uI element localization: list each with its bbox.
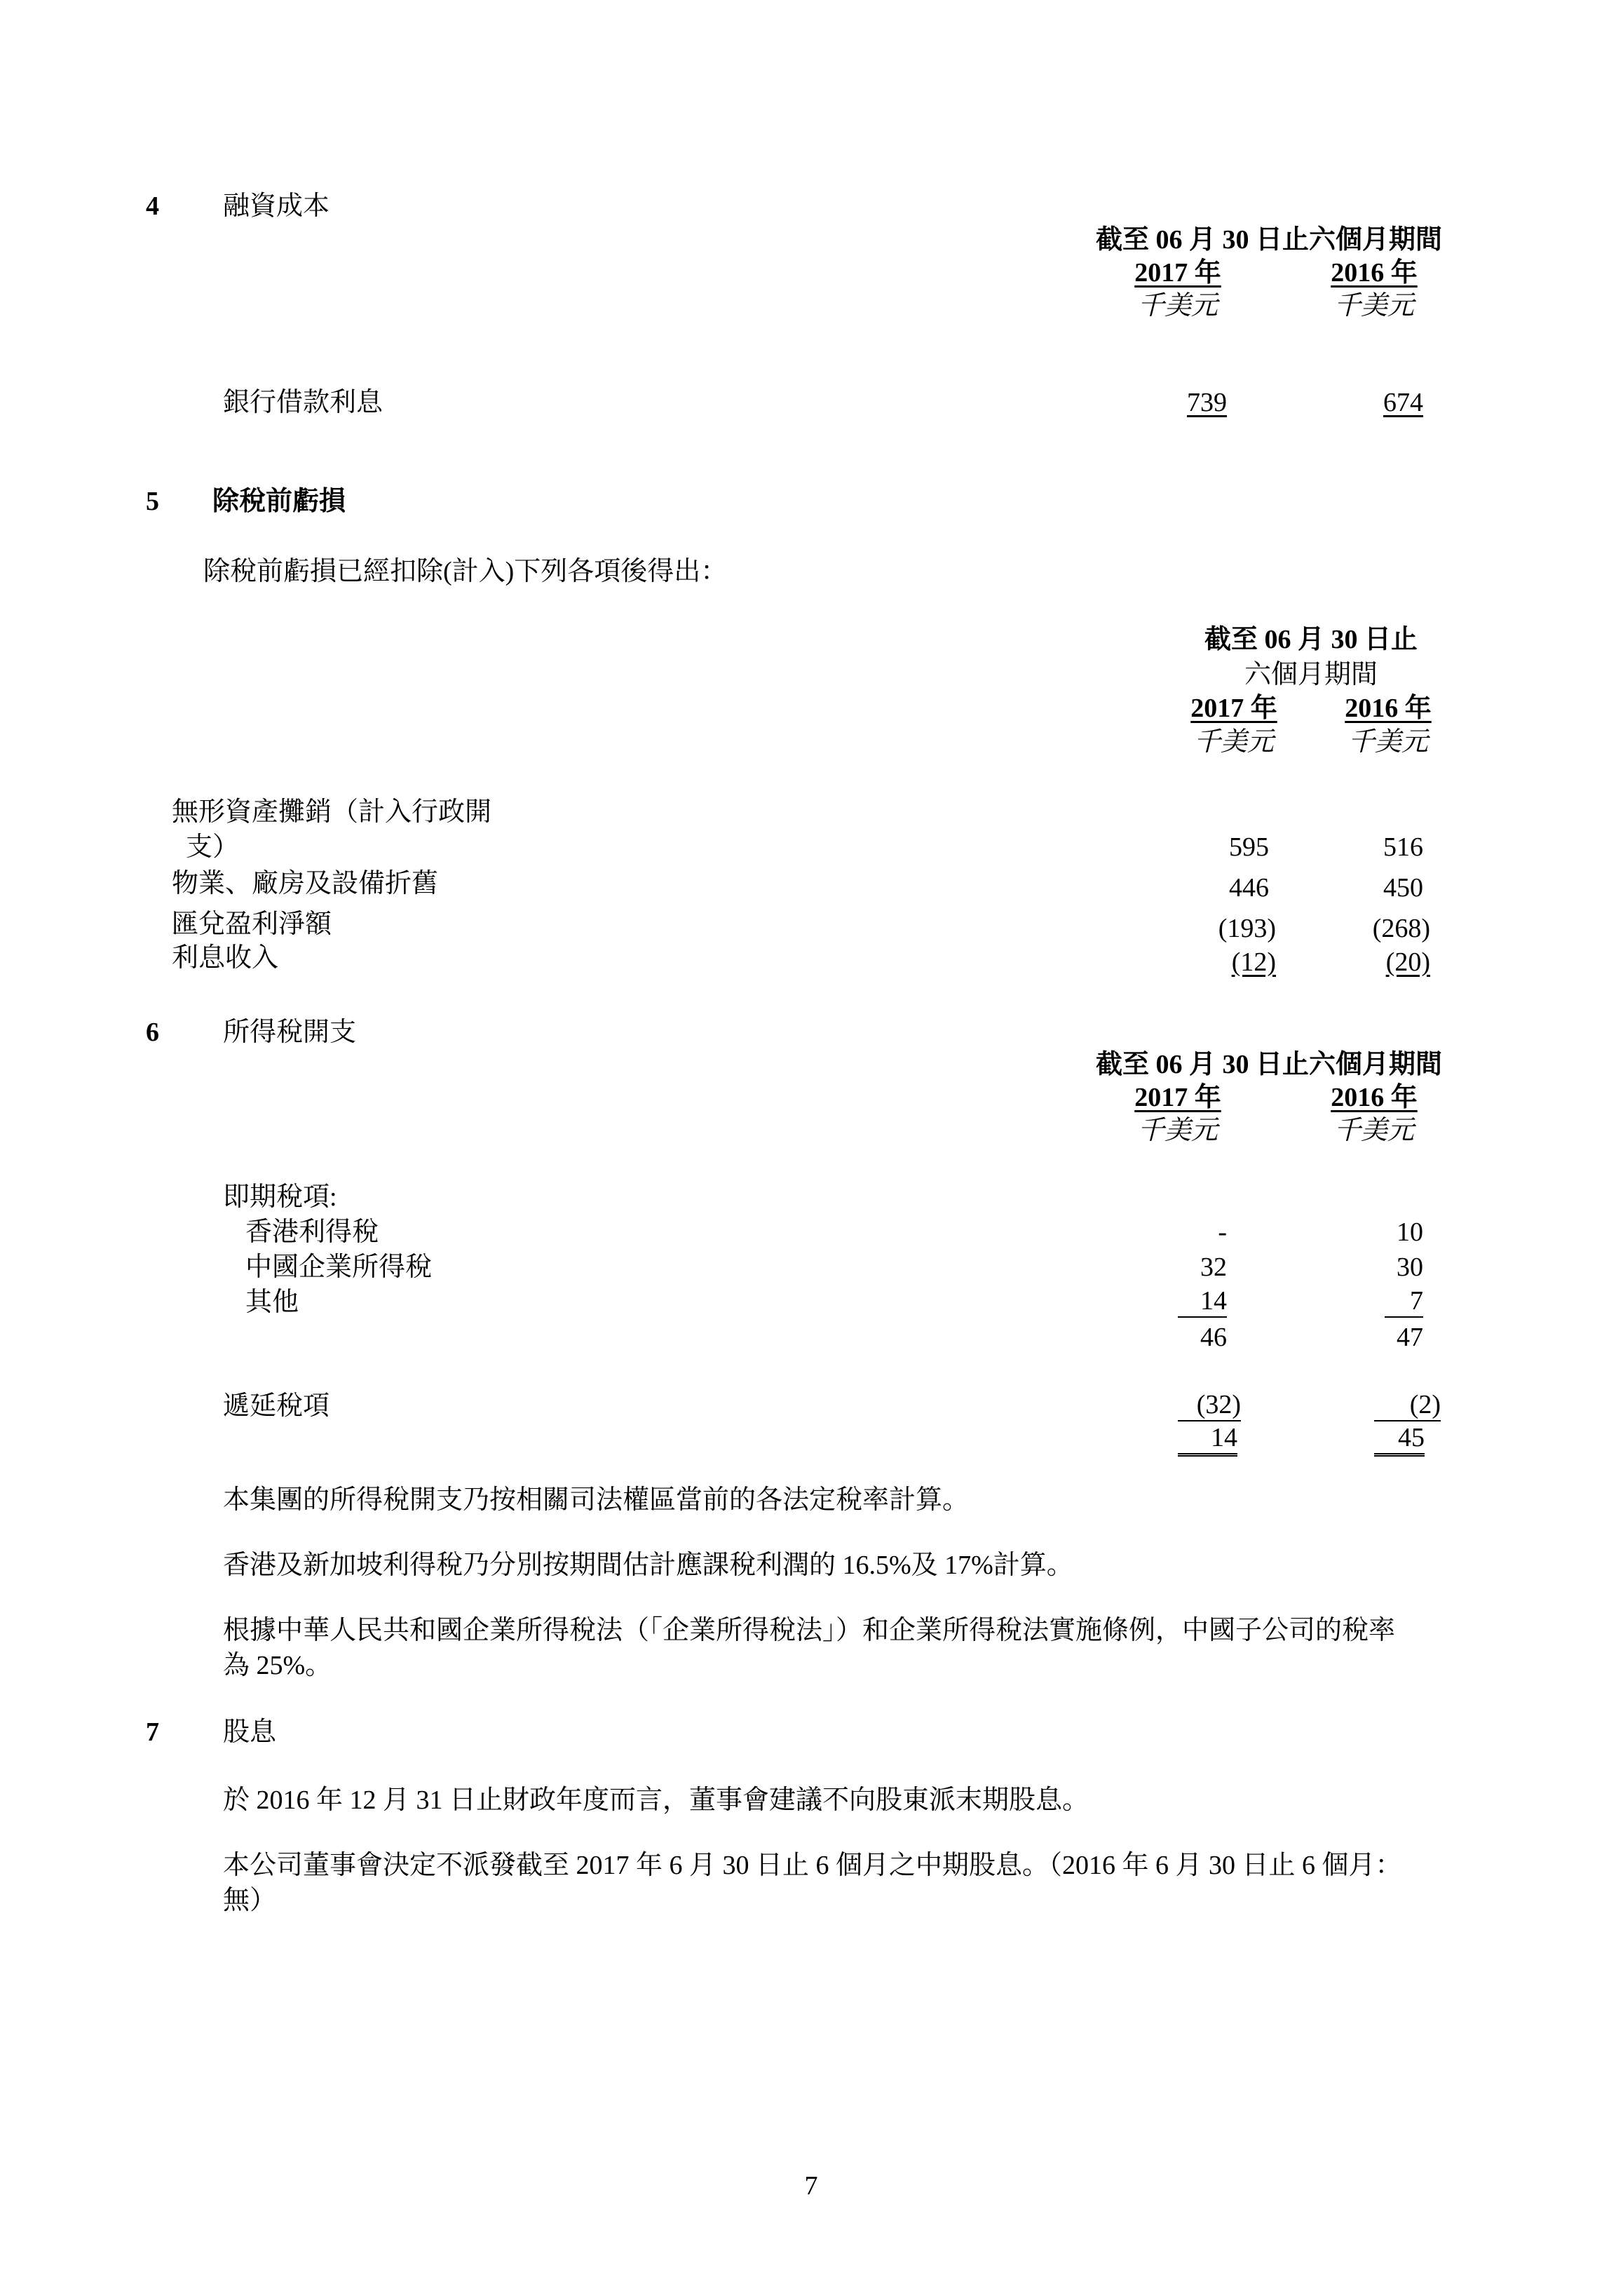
section-6-unit-2016: 千美元 — [1333, 1116, 1414, 1145]
deferred-tax-2017: (32) — [1178, 1391, 1241, 1422]
section-7-number: 7 — [146, 1717, 159, 1747]
section-5-period-line1: 截至 06 月 30 日止 — [1204, 625, 1418, 654]
section-4-period-header: 截至 06 月 30 日止六個月期間 — [1095, 225, 1442, 255]
section-4-unit-2017: 千美元 — [1137, 291, 1218, 320]
amortisation-label-line2: 支） — [186, 832, 240, 862]
current-tax-subtotal-2016: 47 — [1397, 1323, 1423, 1352]
section-5-year-2017: 2017 年 — [1190, 694, 1277, 723]
deferred-tax-label: 遞延稅項 — [223, 1391, 330, 1421]
interest-income-2017: (12) — [1231, 947, 1276, 977]
bank-interest-2017: 739 — [1187, 388, 1227, 417]
amortisation-2016: 516 — [1383, 832, 1423, 862]
section-5-intro: 除稅前虧損已經扣除(計入)下列各項後得出： — [203, 557, 728, 586]
deferred-tax-2016: (2) — [1374, 1391, 1441, 1422]
section-5-unit-2016: 千美元 — [1347, 727, 1428, 757]
tax-note-paragraph-3-line2: 為 25%。 — [223, 1651, 332, 1680]
income-tax-total-2016: 45 — [1374, 1424, 1425, 1457]
prc-eit-2017: 32 — [1200, 1252, 1227, 1282]
current-tax-subtotal-2017: 46 — [1200, 1323, 1227, 1352]
section-4-title: 融資成本 — [223, 191, 330, 221]
tax-note-paragraph-1: 本集團的所得稅開支乃按相關司法權區當前的各法定稅率計算。 — [223, 1485, 970, 1515]
section-5-unit-2017: 千美元 — [1193, 727, 1274, 757]
dividend-paragraph-2-line2: 無） — [223, 1886, 277, 1915]
hk-profits-tax-2016: 10 — [1397, 1217, 1423, 1247]
other-tax-2017: 14 — [1178, 1287, 1227, 1318]
hk-profits-tax-2017: - — [1218, 1217, 1227, 1247]
prc-eit-2016: 30 — [1397, 1252, 1423, 1282]
section-6-year-2016: 2016 年 — [1331, 1083, 1418, 1112]
section-6-number: 6 — [146, 1018, 159, 1047]
section-4-unit-2016: 千美元 — [1333, 291, 1414, 320]
income-tax-total-2017: 14 — [1178, 1424, 1237, 1457]
interest-income-2016: (20) — [1385, 947, 1430, 977]
section-5-title: 除稅前虧損 — [212, 487, 346, 516]
section-4-year-2016: 2016 年 — [1331, 258, 1418, 288]
tax-note-paragraph-2: 香港及新加坡利得稅乃分別按期間估計應課稅利潤的 16.5%及 17%計算。 — [223, 1551, 1073, 1580]
section-4-number: 4 — [146, 191, 159, 221]
dividend-paragraph-1: 於 2016 年 12 月 31 日止財政年度而言，董事會建議不向股東派末期股息。 — [223, 1785, 1089, 1815]
hk-profits-tax-label: 香港利得稅 — [245, 1217, 379, 1247]
bank-interest-label: 銀行借款利息 — [223, 388, 383, 417]
tax-note-paragraph-3-line1: 根據中華人民共和國企業所得稅法（「企業所得稅法」）和企業所得稅法實施條例，中國子公司的稅率 — [223, 1616, 1396, 1645]
section-5-period-line2: 六個月期間 — [1244, 660, 1378, 689]
section-6-unit-2017: 千美元 — [1137, 1116, 1218, 1145]
interest-income-label: 利息收入 — [172, 943, 279, 973]
depreciation-2016: 450 — [1383, 873, 1423, 903]
amortisation-label-line1: 無形資產攤銷（計入行政開 — [172, 797, 492, 827]
dividend-paragraph-2-line1: 本公司董事會決定不派發截至 2017 年 6 月 30 日止 6 個月之中期股息。（2016 年 6 月 30 日止 6 個月： — [223, 1851, 1402, 1880]
other-tax-2016: 7 — [1385, 1287, 1423, 1318]
other-tax-label: 其他 — [245, 1288, 299, 1317]
section-6-title: 所得稅開支 — [223, 1018, 357, 1047]
fx-gain-2017: (193) — [1218, 914, 1276, 943]
section-6-year-2017: 2017 年 — [1134, 1083, 1221, 1112]
section-5-number: 5 — [146, 487, 159, 516]
amortisation-2017: 595 — [1229, 832, 1269, 862]
fx-gain-2016: (268) — [1372, 914, 1430, 943]
prc-eit-label: 中國企業所得稅 — [245, 1252, 433, 1282]
section-7-title: 股息 — [223, 1717, 277, 1747]
page-number: 7 — [804, 2171, 818, 2201]
depreciation-2017: 446 — [1229, 873, 1269, 903]
depreciation-label: 物業、廠房及設備折舊 — [172, 869, 439, 898]
fx-gain-label: 匯兌盈利淨額 — [172, 910, 332, 939]
current-tax-label: 即期稅項: — [223, 1182, 337, 1212]
section-5-year-2016: 2016 年 — [1345, 694, 1432, 723]
section-6-period-header: 截至 06 月 30 日止六個月期間 — [1095, 1050, 1442, 1079]
bank-interest-2016: 674 — [1383, 388, 1423, 417]
section-4-year-2017: 2017 年 — [1134, 258, 1221, 288]
